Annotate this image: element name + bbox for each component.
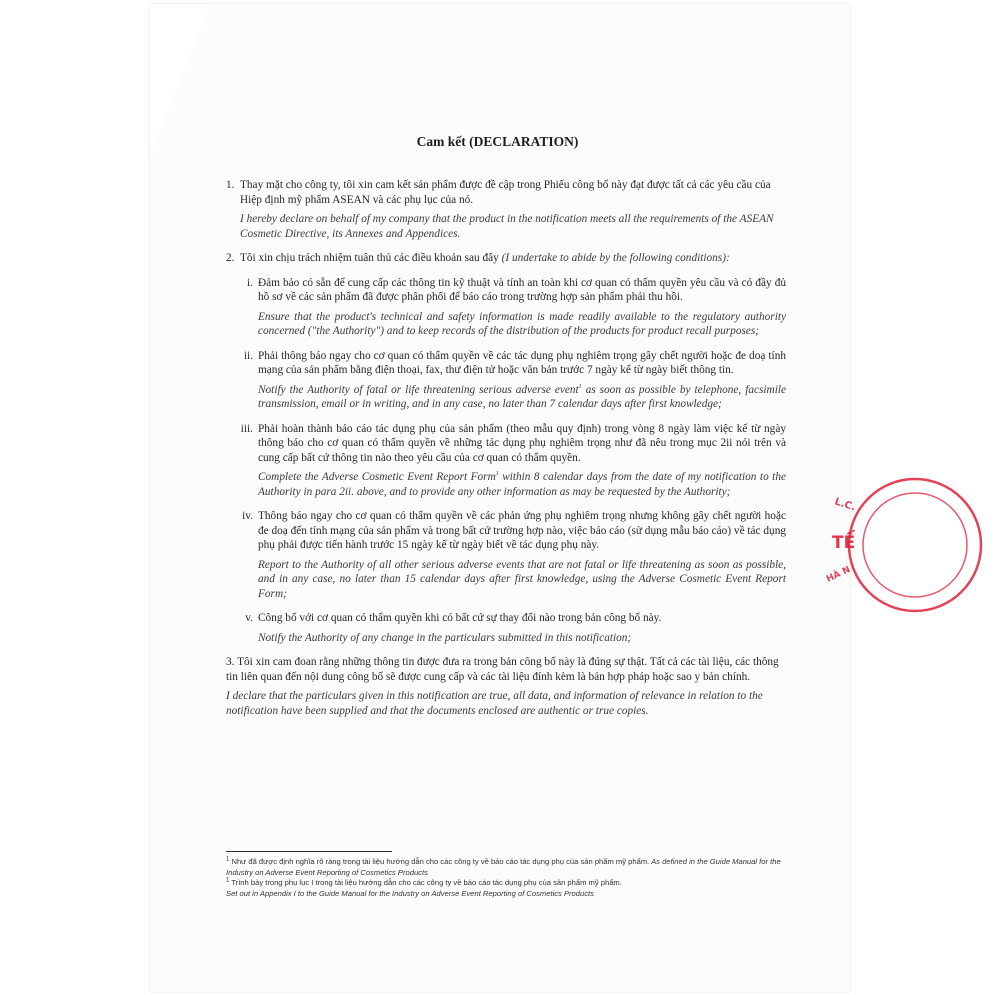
sub-item-iv [226, 509, 786, 606]
item-number: 1. [226, 179, 235, 191]
sub-item-number: iv. [242, 510, 253, 522]
stamp-text-3: HÀ N [825, 565, 853, 585]
sub-item-v [226, 611, 786, 650]
item-text-en: I declare that the particulars given in this notification are true, all data, and information of relevance in relation to the notification have been supplied and that the documents enclosed are authentic or true copies. [226, 690, 763, 717]
sub-item-i [226, 276, 786, 344]
item-number: 2. [226, 252, 235, 264]
item-text-vi: Thay mặt cho công ty, tôi xin cam kết sản phẩm được đề cập trong Phiếu công bố này đạt được tất cả các yêu cầu của Hiệp định mỹ phẩm ASEAN và các phụ lục của nó. [240, 179, 771, 206]
declaration-body [226, 178, 786, 723]
item-text-vi: Tôi xin chịu trách nhiệm tuân thủ các điều khoản sau đây [240, 252, 499, 264]
item-number: 3. [226, 656, 235, 668]
stamp-text-1: L.C. [833, 496, 857, 514]
footnote-2-en: Set out in Appendix I to the Guide Manual for the Industry on Adverse Event Reporting of Cosmetics Products [226, 888, 594, 898]
footnote-ref: 1 [495, 471, 499, 478]
sub-item-number: i. [247, 276, 253, 289]
sub-item-text-en: Notify the Authority of fatal or life threatening serious adverse event$^1$ as soon as possible by telephone, facsimile transmission, email or in writing, and in any case, no later than 7 calendar days after first knowledge; [258, 383, 786, 410]
footnote-ref: 1 [578, 383, 582, 390]
footnotes [226, 857, 786, 899]
item-text-en: (I undertake to abide by the following conditions): [501, 252, 730, 264]
sub-item-text-en: Complete the Adverse Cosmetic Event Report Form$^1$ within 8 calendar days from the date of my notification to the Authority in para 2ii. above, and to provide any other information as may be requested by the Authority; [258, 471, 786, 498]
sub-item-number: iii. [240, 422, 253, 435]
official-stamp [820, 470, 995, 620]
footnote-1: $^1$ Như đã được định nghĩa rõ ràng trong tài liệu hướng dẫn cho các công ty về báo cáo tác dụng phụ của sản phẩm mỹ phẩm. As defined in the Guide Manual for the Industry on Adverse Event Reporting of Cosmetics Products [226, 856, 781, 877]
folded-corner [150, 4, 210, 154]
sub-item-text-vi: Thông báo ngay cho cơ quan có thẩm quyền về các phản ứng phụ nghiêm trọng nhưng không gây chết người hoặc đe doạ đến tính mạng của sản phẩm và trong bất cứ trường hợp nào, việc báo cáo (sử dụng mẫu báo cáo) về tác dụng phụ phải được tiến hành trước 15 ngày kể từ ngày biết về tác dụng phụ này. [258, 510, 786, 551]
sub-item-text-vi: Công bố với cơ quan có thẩm quyền khi có bất cứ sự thay đổi nào trong bản công bố này. [258, 612, 662, 624]
sub-item-text-en: Report to the Authority of all other serious adverse events that are not fatal or life threatening as soon as possible, and in any case, no later than 15 calendar days after first knowledge, using the Adverse Cosmetic Event Report Form; [258, 558, 786, 600]
footnote-divider [226, 851, 392, 852]
item-text-vi: 3. Tôi xin cam đoan rằng những thông tin được đưa ra trong bản công bố này là đúng sự thật. Tất cả các tài liệu, các thông tin liên quan đến nội dung công bố sẽ được cung cấp và các tài liệu đính kèm là bản hợp pháp hoặc sao y bản chính. [226, 656, 779, 683]
stamp-text-2: TẾ [832, 533, 856, 553]
sub-item-text-en: Notify the Authority of any change in the particulars submitted in this notification; [258, 631, 632, 644]
footnote-2: $^1$ Trình bày trong phụ lục I trong tài liệu hướng dẫn cho các công ty về báo cáo tác dụng phụ của sản phẩm mỹ phẩm. [226, 877, 622, 887]
sub-item-number: ii. [243, 349, 253, 362]
item-text-en: I hereby declare on behalf of my company that the product in the notification meets all the requirements of the ASEAN Cosmetic Directive, its Annexes and Appendices. [240, 213, 774, 240]
sub-item-iii [226, 422, 786, 505]
sub-item-text-vi: Phải thông báo ngay cho cơ quan có thẩm quyền về các tác dụng phụ nghiêm trọng gây chết người hoặc đe doạ tính mạng của sản phẩm bằng điện thoại, fax, thư điện tử hoặc văn bản trước 7 ngày kể từ ngày biết thông tin. [258, 349, 786, 376]
declaration-item-2 [226, 251, 786, 271]
sub-item-text-en: Ensure that the product's technical and safety information is made readily available to the regulatory authority concerned ("the Authority") and to keep records of the distribution of the products for product recall purposes; [258, 310, 786, 337]
page-title: Cam kết (DECLARATION) [416, 134, 579, 149]
sub-item-text-vi: Đảm bảo có sẵn để cung cấp các thông tin kỹ thuật và tính an toàn khi cơ quan có thẩm quyền yêu cầu và có đầy đủ hồ sơ về các sản phẩm đã được phân phối để báo cáo trong trường hợp sản phẩm phải thu hồi. [258, 276, 786, 303]
declaration-item-1 [226, 178, 786, 246]
sub-item-text-vi: Phải hoàn thành báo cáo tác dụng phụ của sản phẩm (theo mẫu quy định) trong vòng 8 ngày làm việc kể từ ngày thông báo cho cơ quan có thẩm quyền về những tác dụng phụ nghiêm trọng như đã nêu trong mục 2ii nói trên và cung cấp bất cứ thông tin nào theo yêu cầu của cơ quan có thẩm quyền. [258, 422, 786, 464]
declaration-item-3 [226, 655, 786, 718]
sub-item-number: v. [245, 612, 253, 624]
sub-item-ii [226, 349, 786, 417]
